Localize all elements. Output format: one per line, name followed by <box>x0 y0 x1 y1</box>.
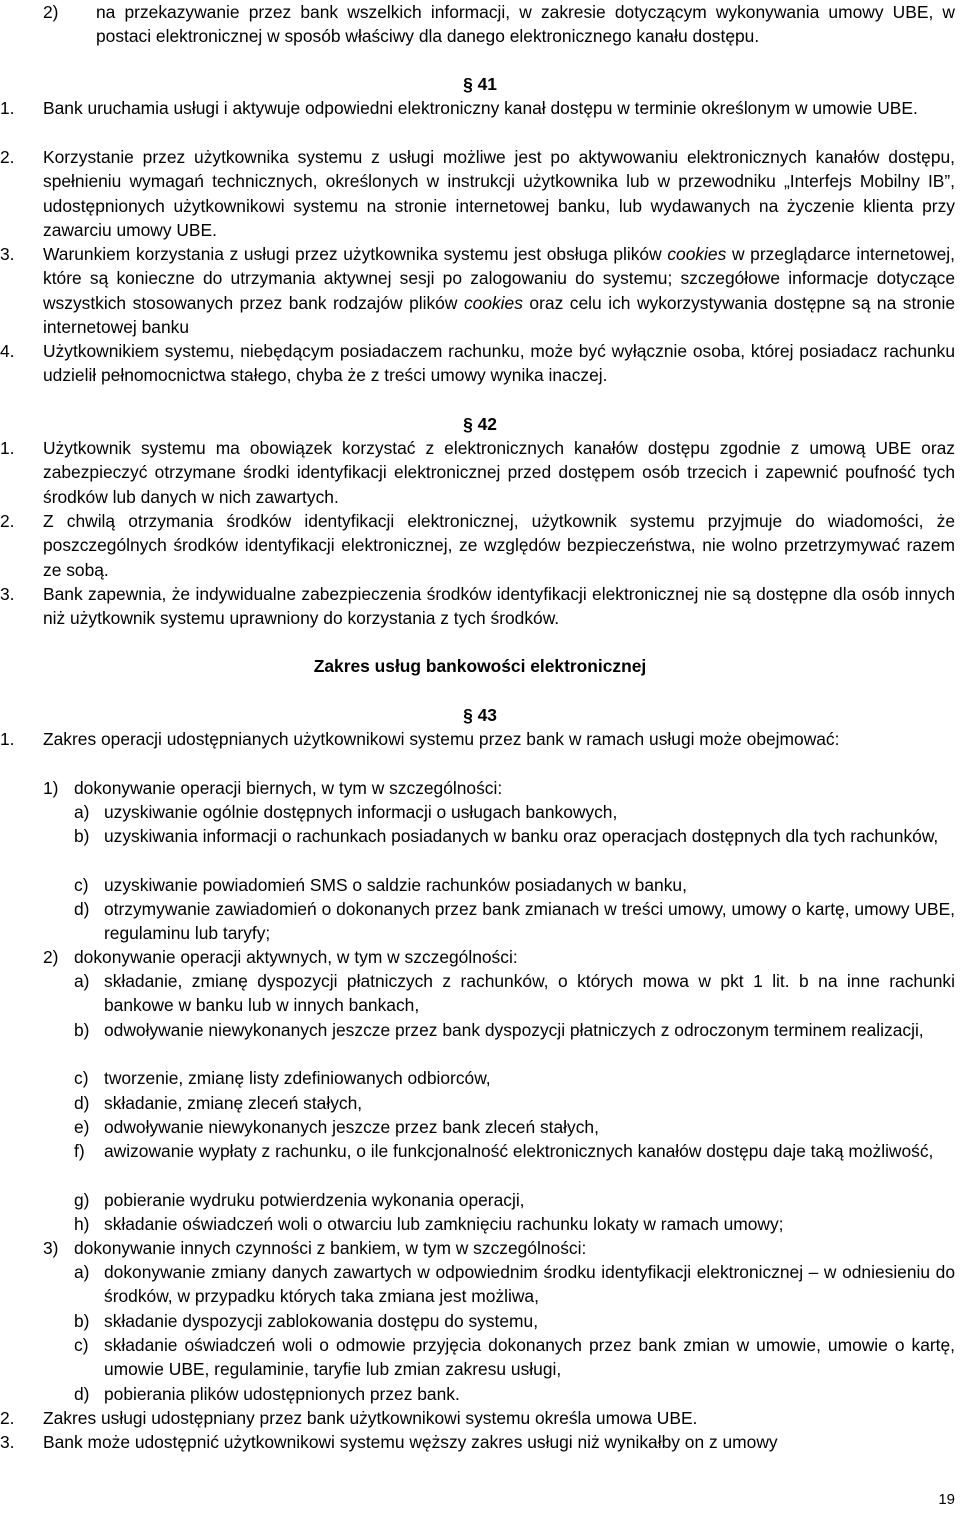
item-text: Bank zapewnia, że indywidualne zabezpieczenia środków identyfikacji elektronicznej nie są dostępne dla osób innych niż użytkownik systemu uprawniony do korzystania z tych środków. <box>43 584 955 629</box>
item-text: Zakres operacji udostępnianych użytkownikowi systemu przez bank w ramach usługi może obejmować: <box>43 729 840 749</box>
item-text: tworzenie, zmianę listy zdefiniowanych odbiorców, <box>104 1068 491 1088</box>
item-number: d) <box>74 1093 90 1113</box>
item-number: a) <box>74 1262 90 1282</box>
item-number: 2) <box>43 2 59 22</box>
item-number: 2. <box>0 147 15 167</box>
item-number: c) <box>74 1068 89 1088</box>
item-number: g) <box>74 1190 90 1210</box>
item-number: f) <box>74 1141 85 1161</box>
item-text: składanie oświadczeń woli o odmowie przyjęcia dokonanych przez bank zmian w umowie, umowie o kartę, umowie UBE, regulaminie, taryfie lub zmian zakresu usługi, <box>104 1335 955 1380</box>
page-number: 19 <box>938 1491 955 1508</box>
item-number: 1. <box>0 729 15 749</box>
section-number: § 41 <box>463 74 497 94</box>
item-number: 2) <box>43 947 59 967</box>
item-text: odwoływanie niewykonanych jeszcze przez bank zleceń stałych, <box>104 1117 599 1137</box>
item-number: 3) <box>43 1238 59 1258</box>
item-number: 3. <box>0 584 15 604</box>
item-number: a) <box>74 971 90 991</box>
item-text: odwoływanie niewykonanych jeszcze przez bank dyspozycji płatniczych z odroczonym terminem realizacji, <box>104 1020 924 1040</box>
item-number: 1) <box>43 778 59 798</box>
item-text: uzyskiwanie powiadomień SMS o saldzie rachunków posiadanych w banku, <box>104 875 687 895</box>
item-text: dokonywanie zmiany danych zawartych w odpowiednim środku identyfikacji elektronicznej – w odniesieniu do środków, w przypadku których taka zmiana jest możliwa, <box>104 1262 955 1307</box>
item-number: a) <box>74 802 90 822</box>
item-number: b) <box>74 1020 90 1040</box>
item-text: Z chwilą otrzymania środków identyfikacji elektronicznej, użytkownik systemu przyjmuje do wiadomości, że poszczególnych środków identyfikacji elektronicznej, ze względów bezpieczeństwa, nie wolno przetrzymywać razem ze sobą. <box>43 511 955 580</box>
item-number: 1. <box>0 98 15 118</box>
item-text: pobieranie wydruku potwierdzenia wykonania operacji, <box>104 1190 525 1210</box>
item-number: d) <box>74 1384 90 1404</box>
item-text: uzyskiwanie ogólnie dostępnych informacji o usługach bankowych, <box>104 802 618 822</box>
item-number: 3. <box>0 244 15 264</box>
item-number: b) <box>74 826 90 846</box>
item-text: pobierania plików udostępnionych przez bank. <box>104 1384 460 1404</box>
section-heading: Zakres usług bankowości elektronicznej <box>313 656 647 676</box>
item-text: składanie, zmianę zleceń stałych, <box>104 1093 363 1113</box>
item-text: otrzymywanie zawiadomień o dokonanych przez bank zmianach w treści umowy, umowy o kartę, umowy UBE, regulaminu lub taryfy; <box>104 899 955 944</box>
item-text: na przekazywanie przez bank wszelkich informacji, w zakresie dotyczącym wykonywania umowy UBE, w postaci elektronicznej w sposób właściwy dla danego elektronicznego kanału dostępu. <box>96 2 955 47</box>
item-number: 1. <box>0 438 15 458</box>
item-number: e) <box>74 1117 90 1137</box>
item-text: Bank może udostępnić użytkownikowi systemu węższy zakres usługi niż wynikałby on z umowy <box>43 1432 778 1452</box>
item-text: Użytkownikiem systemu, niebędącym posiadaczem rachunku, może być wyłącznie osoba, której posiadacz rachunku udzielił pełnomocnictwa stałego, chyba że z treści umowy wynika inaczej. <box>43 341 955 386</box>
item-text: uzyskiwania informacji o rachunkach posiadanych w banku oraz operacjach dostępnych dla tych rachunków, <box>104 826 939 846</box>
item-number: c) <box>74 1335 89 1355</box>
item-number: 4. <box>0 341 15 361</box>
item-text: Bank uruchamia usługi i aktywuje odpowiedni elektroniczny kanał dostępu w terminie określonym w umowie UBE. <box>43 98 918 118</box>
item-number: 2. <box>0 511 15 531</box>
item-text: Zakres usługi udostępniany przez bank użytkownikowi systemu określa umowa UBE. <box>43 1408 698 1428</box>
item-number: 2. <box>0 1408 15 1428</box>
item-text: Użytkownik systemu ma obowiązek korzystać z elektronicznych kanałów dostępu zgodnie z umową UBE oraz zabezpieczyć otrzymane środki identyfikacji elektronicznej przed dostępem osób trzecich i zapewnić poufność tych środków lub danych w nich zawartych. <box>43 438 955 507</box>
item-number: 3. <box>0 1432 15 1452</box>
item-number: h) <box>74 1214 90 1234</box>
item-text: dokonywanie operacji biernych, w tym w szczególności: <box>74 778 503 798</box>
item-text: składanie, zmianę dyspozycji płatniczych z rachunków, o których mowa w pkt 1 lit. b na inne rachunki bankowe w banku lub w innych bankach, <box>104 971 955 1016</box>
item-text: Warunkiem korzystania z usługi przez użytkownika systemu jest obsługa plików cookies w przeglądarce internetowej, które są konieczne do utrzymania aktywnej sesji po zalogowaniu do systemu; szczegółowe informacje dotyczące wszystkich stosowanych przez bank rodzajów plików cookies oraz celu ich wykorzystywania dostępne są na stronie internetowej banku <box>43 244 955 338</box>
section-number: § 42 <box>463 414 497 434</box>
item-text: dokonywanie innych czynności z bankiem, w tym w szczególności: <box>74 1238 587 1258</box>
item-text: składanie oświadczeń woli o otwarciu lub zamknięciu rachunku lokaty w ramach umowy; <box>104 1214 784 1234</box>
item-text: Korzystanie przez użytkownika systemu z usługi możliwe jest po aktywowaniu elektronicznych kanałów dostępu, spełnieniu wymagań technicznych, określonych w instrukcji użytkownika lub w przewodniku „Interfejs Mobilny IB”, udostępnionych użytkownikowi systemu na stronie internetowej banku, lub wydawanych na życzenie klienta przy zawarciu umowy UBE. <box>43 147 955 241</box>
item-text: dokonywanie operacji aktywnych, w tym w szczególności: <box>74 947 518 967</box>
item-number: b) <box>74 1311 90 1331</box>
item-text: awizowanie wypłaty z rachunku, o ile funkcjonalność elektronicznych kanałów dostępu daje taką możliwość, <box>104 1141 934 1161</box>
item-number: d) <box>74 899 90 919</box>
section-number: § 43 <box>463 705 497 725</box>
item-text: składanie dyspozycji zablokowania dostępu do systemu, <box>104 1311 539 1331</box>
item-number: c) <box>74 875 89 895</box>
